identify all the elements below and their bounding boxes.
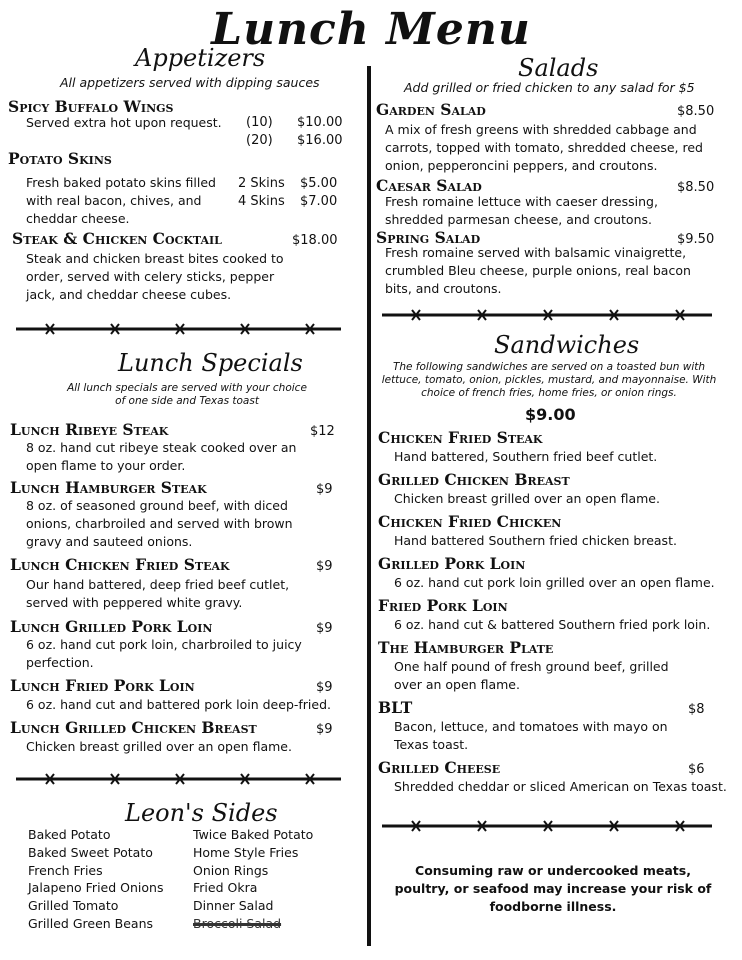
item-lunch-grilled-pork-loin: Lunch Grilled Pork Loin bbox=[10, 617, 213, 636]
item-desc: 8 oz. of seasoned ground beef, with diced onions, charbroiled and served with brown gravy and sauteed onions. bbox=[26, 498, 293, 549]
item-desc: Chicken breast grilled over an open flame. bbox=[26, 739, 292, 754]
item-price: $10.00 bbox=[297, 115, 343, 130]
item-price: $5.00 bbox=[300, 176, 338, 191]
sides-title: Leon's Sides bbox=[125, 799, 278, 827]
item-steak-chicken-cocktail: Steak & Chicken Cocktail bbox=[12, 229, 222, 248]
item-the-hamburger-plate: The Hamburger Plate bbox=[378, 638, 554, 657]
item-price: $9 bbox=[316, 621, 333, 636]
sides-list-left bbox=[28, 826, 163, 933]
item-spicy-buffalo-wings: Spicy Buffalo Wings bbox=[8, 97, 174, 116]
sides-list-right bbox=[193, 826, 313, 933]
item-desc: 6 oz. hand cut pork loin, charbroiled to juicy perfection. bbox=[26, 637, 302, 670]
item-desc: 6 oz. hand cut and battered pork loin deep-fried. bbox=[26, 697, 331, 712]
barbed-wire-divider bbox=[382, 308, 712, 322]
sandwiches-subtitle: The following sandwiches are served on a toasted bun with lettuce, tomato, onion, pickles, mustard, and mayonnaise. With choice of french fries, home fries, or onion rings. bbox=[381, 361, 717, 399]
sandwiches-price: $9.00 bbox=[525, 405, 576, 424]
page-title: Lunch Menu bbox=[211, 4, 531, 55]
item-desc: Fresh romaine served with balsamic vinaigrette, crumbled Bleu cheese, purple onions, real bacon bits, and croutons. bbox=[385, 245, 691, 296]
item-spring-salad: Spring Salad bbox=[376, 228, 481, 247]
item-price: $8 bbox=[688, 702, 705, 717]
item-desc: Hand battered, Southern fried beef cutlet. bbox=[394, 449, 658, 464]
item-price: $9 bbox=[316, 680, 333, 695]
salads-subtitle: Add grilled or fried chicken to any salad for $5 bbox=[404, 80, 695, 95]
side-item: Dinner Salad bbox=[193, 898, 274, 914]
item-garden-salad: Garden Salad bbox=[376, 100, 486, 119]
item-grilled-chicken-breast: Grilled Chicken Breast bbox=[378, 470, 570, 489]
item-desc: One half pound of fresh ground beef, grilled over an open flame. bbox=[394, 659, 669, 692]
item-price: $6 bbox=[688, 762, 705, 777]
item-option: (10) bbox=[246, 115, 273, 130]
item-price: $8.50 bbox=[677, 104, 715, 119]
barbed-wire-divider bbox=[16, 322, 341, 336]
side-item: Jalapeno Fried Onions bbox=[28, 880, 164, 896]
item-desc: 6 oz. hand cut & battered Southern fried pork loin. bbox=[394, 617, 711, 632]
item-lunch-fried-pork-loin: Lunch Fried Pork Loin bbox=[10, 676, 195, 695]
lunch-specials-title: Lunch Specials bbox=[118, 349, 303, 377]
item-option: (20) bbox=[246, 133, 273, 148]
salads-title: Salads bbox=[518, 54, 599, 82]
item-lunch-ribeye-steak: Lunch Ribeye Steak bbox=[10, 420, 169, 439]
side-item: Fried Okra bbox=[193, 880, 258, 896]
item-blt: BLT bbox=[378, 698, 413, 717]
item-price: $9 bbox=[316, 482, 333, 497]
item-price: $16.00 bbox=[297, 133, 343, 148]
item-price: $18.00 bbox=[292, 233, 338, 248]
item-desc: Served extra hot upon request. bbox=[26, 115, 222, 130]
item-option: 2 Skins bbox=[238, 176, 285, 191]
item-price: $12 bbox=[310, 424, 335, 439]
item-desc: Steak and chicken breast bites cooked to order, served with celery sticks, pepper jack, and cheddar cheese cubes. bbox=[26, 251, 284, 302]
barbed-wire-divider bbox=[382, 819, 712, 833]
item-desc: Fresh romaine lettuce with caeser dressing, shredded parmesan cheese, and croutons. bbox=[385, 194, 658, 227]
item-price: $9 bbox=[316, 722, 333, 737]
sandwiches-title: Sandwiches bbox=[494, 331, 640, 359]
appetizers-subtitle: All appetizers served with dipping sauces bbox=[60, 75, 320, 90]
column-divider bbox=[367, 66, 371, 946]
item-caesar-salad: Caesar Salad bbox=[376, 176, 482, 195]
item-desc: 8 oz. hand cut ribeye steak cooked over an open flame to your order. bbox=[26, 440, 297, 473]
item-price: $9.50 bbox=[677, 232, 715, 247]
item-desc: Hand battered Southern fried chicken breast. bbox=[394, 533, 677, 548]
item-lunch-grilled-chicken-breast: Lunch Grilled Chicken Breast bbox=[10, 718, 257, 737]
item-chicken-fried-steak: Chicken Fried Steak bbox=[378, 428, 543, 447]
barbed-wire-divider bbox=[16, 772, 341, 786]
item-price: $9 bbox=[316, 559, 333, 574]
side-item: Onion Rings bbox=[193, 862, 269, 878]
item-option: 4 Skins bbox=[238, 194, 285, 209]
item-desc: A mix of fresh greens with shredded cabbage and carrots, topped with tomato, shredded cheese, red onion, pepperoncini peppers, and croutons. bbox=[385, 122, 703, 173]
item-grilled-cheese: Grilled Cheese bbox=[378, 758, 501, 777]
food-safety-notice: Consuming raw or undercooked meats, poultry, or seafood may increase your risk of foodborne illness. bbox=[394, 863, 712, 914]
item-potato-skins: Potato Skins bbox=[8, 149, 112, 168]
item-lunch-hamburger-steak: Lunch Hamburger Steak bbox=[10, 478, 207, 497]
side-item: Twice Baked Potato bbox=[193, 827, 314, 842]
item-fried-pork-loin: Fried Pork Loin bbox=[378, 596, 508, 615]
item-desc: Shredded cheddar or sliced American on Texas toast. bbox=[394, 779, 727, 794]
lunch-specials-subtitle: All lunch specials are served with your choice of one side and Texas toast bbox=[67, 382, 307, 407]
item-chicken-fried-chicken: Chicken Fried Chicken bbox=[378, 512, 562, 531]
side-item-crossed-out: Broccoli Salad bbox=[193, 915, 282, 931]
item-lunch-chicken-fried-steak: Lunch Chicken Fried Steak bbox=[10, 555, 230, 574]
side-item: Baked Sweet Potato bbox=[28, 844, 153, 860]
side-item: French Fries bbox=[28, 862, 103, 878]
appetizers-title: Appetizers bbox=[135, 44, 266, 72]
item-desc: 6 oz. hand cut pork loin grilled over an open flame. bbox=[394, 575, 715, 590]
item-desc: Fresh baked potato skins filled with real bacon, chives, and cheddar cheese. bbox=[26, 175, 216, 226]
side-item: Grilled Green Beans bbox=[28, 915, 154, 931]
item-desc: Our hand battered, deep fried beef cutlet, served with peppered white gravy. bbox=[26, 577, 290, 610]
side-item: Baked Potato bbox=[28, 827, 111, 842]
item-price: $7.00 bbox=[300, 194, 338, 209]
item-desc: Bacon, lettuce, and tomatoes with mayo on Texas toast. bbox=[394, 719, 668, 752]
item-price: $8.50 bbox=[677, 180, 715, 195]
side-item: Grilled Tomato bbox=[28, 898, 119, 914]
item-grilled-pork-loin: Grilled Pork Loin bbox=[378, 554, 526, 573]
item-desc: Chicken breast grilled over an open flame. bbox=[394, 491, 660, 506]
side-item: Home Style Fries bbox=[193, 844, 299, 860]
